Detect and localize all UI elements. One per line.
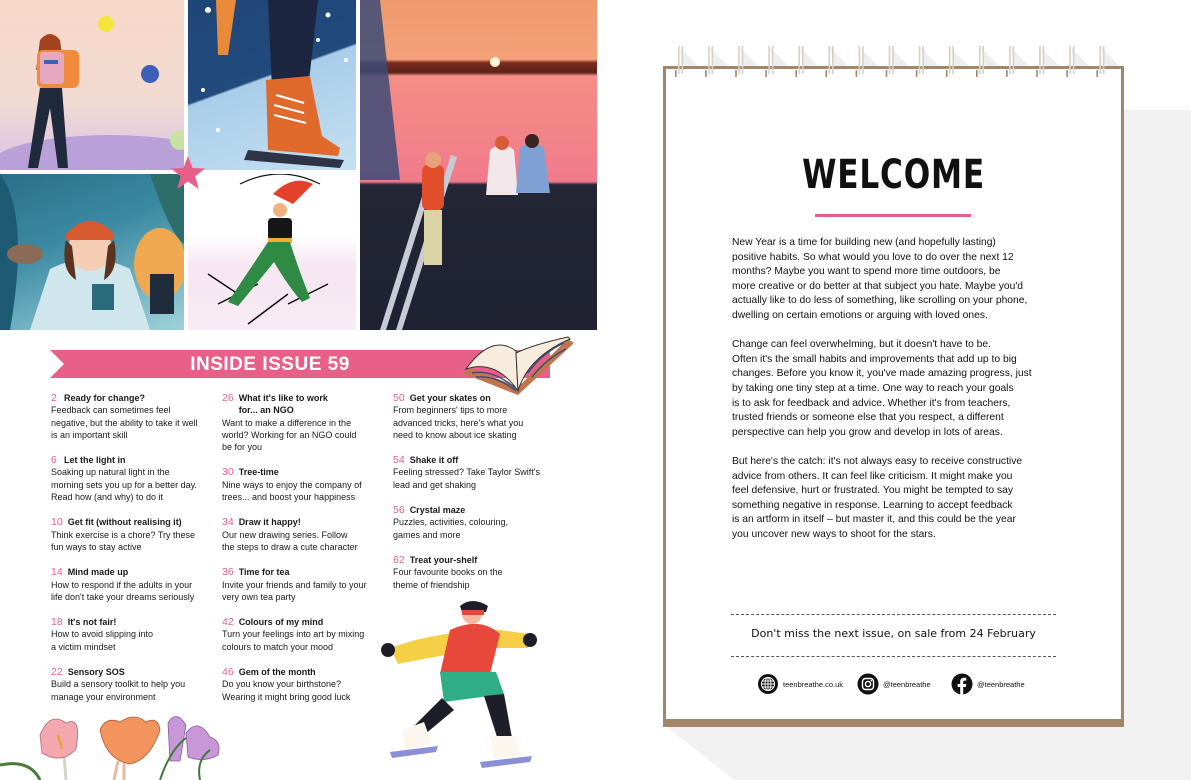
article-title: It's not fair! [67,617,117,628]
page-number: 6 [51,454,57,467]
article-description: Invite your friends and family to your very own tea party [222,579,367,602]
binding-ring [976,46,999,77]
article-title: Draw it happy! [238,517,301,528]
welcome-body [732,236,1062,557]
page-number: 50 [393,392,405,404]
binding-ring [916,46,939,77]
binding-ring [1036,46,1059,77]
dashed-divider [731,656,1056,657]
contents-item[interactable] [393,504,553,541]
instagram-label: @teenbreathe [883,679,931,689]
binding-ring [946,46,969,77]
binding-ring [765,46,788,77]
article-title: Sensory SOS [67,667,125,678]
article-description: How to respond if the adults in your life don't take your dreams seriously [51,579,195,602]
article-title: Mind made up [67,567,129,578]
welcome-title: WELCOME [802,152,985,198]
welcome-underline [815,214,971,217]
page-number: 2 [51,392,57,404]
page-number: 30 [222,466,234,479]
instagram-icon [857,673,879,695]
article-title: Get your skates on [409,393,491,403]
article-description: Puzzles, activities, colouring, games and more [393,517,509,540]
welcome-paragraph: Change can feel overwhelming, but it doesn't have to be. Often it's the small habits and improvements that add up to big changes. Before you know it, you've made amazing progress, just by taking one tiny step at a time. One way to reach your goals is to ask for feedback and advice. Whether it's from teachers, trusted friends or someone else that you respect, a different perspective can help you grow and develop in lots of areas. [732,339,1032,438]
contents-item[interactable] [222,466,382,503]
contents-item[interactable] [222,616,382,653]
article-description: How to avoid slipping into a victim mindset [51,629,154,652]
contents-item[interactable] [51,454,211,503]
article-description: Four favourite books on the theme of friendship [393,567,503,590]
illustration-girl-with-bird [0,174,184,330]
binding-ring [826,46,849,77]
article-title: Tree-time [238,467,279,478]
article-description: Build a sensory toolkit to help you manage your environment [51,679,186,702]
illustration-sunset-ladder [360,0,597,330]
binding-ring [1096,46,1119,77]
page-number: 22 [51,666,63,679]
contents-column-2 [222,392,382,716]
website-link[interactable] [757,673,843,695]
star-icon [170,155,206,191]
dashed-divider [731,614,1056,615]
welcome-paragraph: New Year is a time for building new (and hopefully lasting) positive habits. So what would you love to do over the next 12 months? Maybe you want to spend more time outdoors, be more creative or do better at that subject you hate. Maybe you'd actually like to do less of something, like scrolling on your phone, dwelling on certain emotions or arguing with loved ones. [732,237,1028,321]
page-number: 62 [393,553,405,566]
page-number: 34 [222,516,234,529]
article-title: Time for tea [238,567,290,578]
banner-title: INSIDE ISSUE 59 [190,354,350,375]
facebook-link[interactable] [951,673,1025,695]
article-description: Our new drawing series. Follow the steps to draw a cute character [222,529,358,552]
binding-ring [1066,46,1089,77]
next-issue-notice: Don't miss the next issue, on sale from 24 February [751,627,1036,640]
illustration-skate-boot [188,0,356,170]
article-description: From beginners' tips to more advanced tricks, here's what you need to know about ice skating [393,405,524,440]
contents-item[interactable] [51,616,211,653]
illustration-crocus-flowers [0,705,240,780]
binding-ring [886,46,909,77]
contents-item[interactable] [222,516,382,553]
article-title: Gem of the month [238,667,316,678]
article-title: What it's like to work for... an NGO [238,393,328,416]
binding-ring [675,46,698,77]
facebook-label: @teenbreathe [977,679,1025,689]
spiral-binding [668,44,1120,80]
article-title: Crystal maze [409,505,466,516]
contents-item[interactable] [51,392,211,441]
contents-column-1 [51,392,211,716]
contents-item[interactable] [51,566,211,603]
illustration-skipping-girl [188,174,356,330]
contents-column-3 [393,392,553,604]
contents-item[interactable] [51,666,211,703]
page-number: 54 [393,454,405,467]
article-description: Nine ways to enjoy the company of trees... and boost your happiness [222,479,362,503]
article-description: Feedback can sometimes feel negative, but the ability to take it well is an important skill [51,405,198,440]
page-number: 26 [222,392,234,404]
article-description: Soaking up natural light in the morning sets you up for a better day. Read how (and why) to do it [51,467,197,503]
binding-ring [795,46,818,77]
illustration-collage [0,0,597,330]
illustration-ice-skater [380,600,580,780]
contents-item[interactable] [393,554,553,591]
article-title: Let the light in [64,455,126,466]
welcome-paragraph: But here's the catch: it's not always easy to receive constructive advice from others. It can feel like criticism. It might make you feel defensive, hurt or frustrated. You might be tempted to say something negative in response. Learning to accept feedback is an artform in itself – but master it, and this could be the year you uncover new ways to shoot for the stars. [732,455,1023,540]
page-number: 10 [51,516,63,529]
article-description: Turn your feelings into art by mixing colours to match your mood [222,629,365,652]
article-title: Treat your-shelf [409,554,478,565]
page-number: 18 [51,616,63,629]
binding-ring [735,46,758,77]
contents-item[interactable] [393,454,553,491]
article-title: Ready for change? [64,393,146,403]
article-description: Want to make a difference in the world? Working for an NGO could be for you [222,417,357,453]
instagram-link[interactable] [857,673,931,695]
article-description: Think exercise is a chore? Try these fun ways to stay active [51,529,196,552]
binding-ring [705,46,728,77]
contents-item[interactable] [393,392,553,441]
globe-icon [757,673,779,695]
page-number: 46 [222,666,234,679]
article-title: Shake it off [409,455,459,466]
article-description: Feeling stressed? Take Taylor Swift's lead and get shaking [393,467,540,490]
page-number: 36 [222,566,234,579]
contents-item[interactable] [222,666,382,703]
facebook-icon [951,673,973,695]
contents-item[interactable] [222,392,382,453]
page-number: 42 [222,616,234,629]
illustration-hiker [0,0,184,170]
article-title: Get fit (without realising it) [67,517,182,528]
binding-ring [1006,46,1029,77]
binding-ring [856,46,879,77]
contents-item[interactable] [51,516,211,553]
page-number: 14 [51,566,63,579]
contents-item[interactable] [222,566,382,603]
page-number: 56 [393,504,405,517]
article-description: Do you know your birthstone? Wearing it might bring good luck [222,679,351,702]
website-label: teenbreathe.co.uk [783,679,844,689]
article-title: Colours of my mind [238,617,324,628]
